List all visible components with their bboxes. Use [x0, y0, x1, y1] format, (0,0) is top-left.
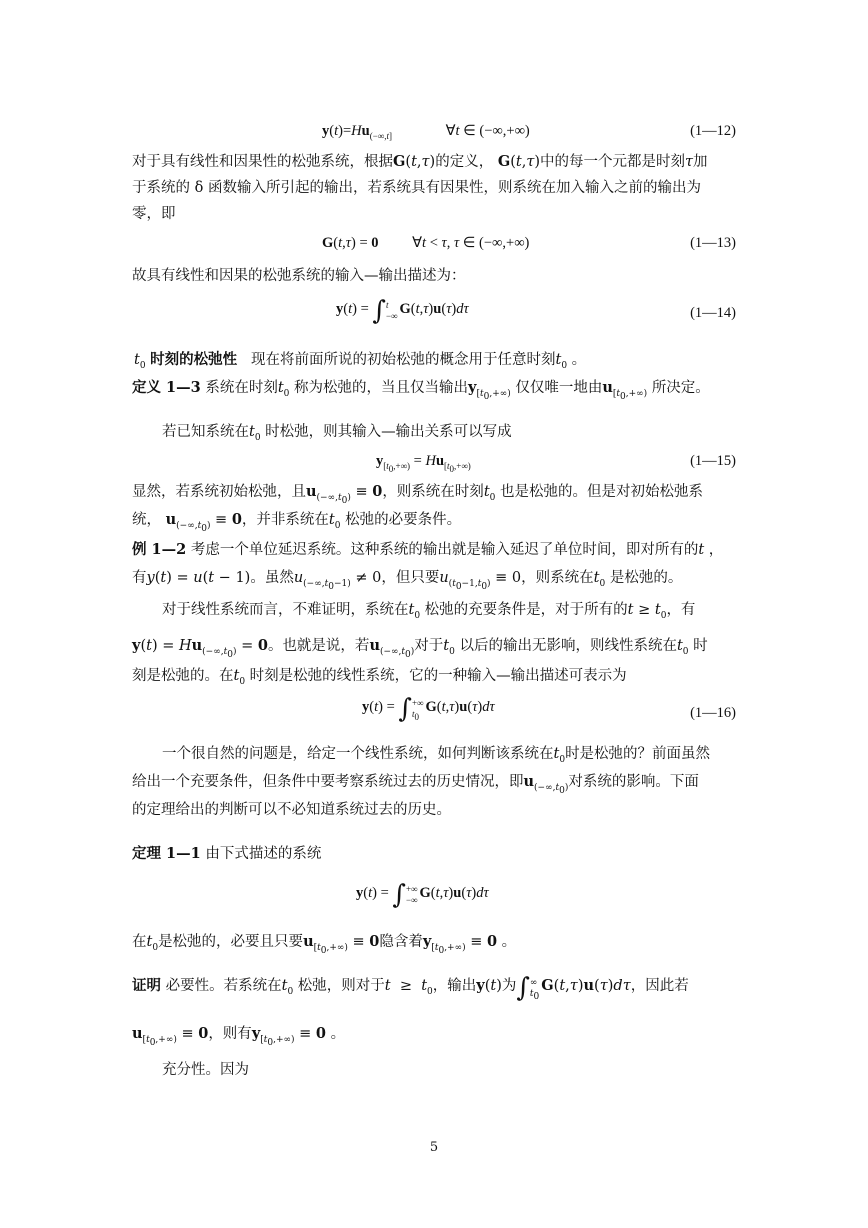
text: ，则有: [208, 1026, 252, 1042]
text: 必要性。若系统在: [165, 978, 282, 994]
text: 仅仅唯一地由: [515, 380, 603, 396]
text: 为: [501, 978, 517, 994]
paragraph-line: 刻是松弛的。在$t_0$ 时刻是松弛的线性系统，它的一种输入—输出描述可表示为: [132, 668, 627, 687]
text: 若已知系统在: [162, 424, 249, 440]
paragraph-line: 若已知系统在$t_0$ 时松弛，则其输入—输出关系可以写成: [162, 424, 512, 443]
text: 是松弛的。: [609, 570, 683, 586]
equation-number-1-13: (1—13): [690, 235, 736, 251]
text: 系统在时刻: [205, 380, 278, 396]
paragraph-line: 一个很自然的问题是，给定一个线性系统，如何判断该系统在$t_0$时是松弛的？前面虽然: [162, 746, 711, 765]
text: 称为松弛的，当且仅当输出: [294, 380, 469, 396]
proof-label: 证明: [132, 977, 161, 994]
text: 考虑一个单位延迟系统。这种系统的输出就是输入延迟了单位时间，即对所有的: [190, 542, 699, 558]
paragraph-line: 对于线性系统而言，不难证明，系统在$t_0$ 松弛的充要条件是，对于所有的$t \ge t_0$，有: [162, 602, 696, 621]
paragraph-line: 对于具有线性和因果性的松弛系统，根据G(t,τ)的定义， G(t,τ)中的每一个元都是时刻τ加: [132, 153, 708, 170]
equation-1-14: y(t) = ∫ t −∞ G(t,τ)u(τ)dτ: [336, 296, 469, 326]
theorem-label: 定理 1—1: [132, 845, 201, 862]
text: 给出一个充要条件，但条件中要考察系统过去的历史情况，即: [132, 774, 524, 790]
paragraph-line: 的定理给出的判断可以不必知道系统过去的历史。: [132, 802, 451, 818]
paragraph-line: 统， $u_{(-\infty,t_0)} \equiv 0$，并非系统在$t_0$ 松弛的必要条件。: [132, 511, 462, 534]
paragraph-line: $u_{[t_0,+\infty)} \equiv 0$，则有$y_{[t_0,+\infty)} \equiv 0$ 。: [132, 1025, 346, 1048]
text: 以后的输出无影响，则线性系统在: [459, 638, 677, 654]
equation-number-1-12: (1—12): [690, 123, 736, 139]
example: 例 1—2 考虑一个单位延迟系统。这种系统的输出就是输入延迟了单位时间，即对所有的t ，: [132, 541, 724, 558]
paragraph-line: 显然，若系统初始松弛，且$u_{(-\infty,t_0)} \equiv 0$，则系统在时刻$t_0$ 也是松弛的。但是对初始松弛系: [132, 483, 703, 506]
text: 对于线性系统而言，不难证明，系统在: [162, 602, 409, 618]
example-label: 例 1—2: [132, 541, 187, 558]
paragraph-line: 有y(t) = u(t − 1)。虽然$u_{(-\infty,t_0-1)} \ne 0$，但只要$u_{(t_0-1,t_0)} \equiv 0$，则系统在$t_0$ 是松弛的。: [132, 570, 683, 592]
text: ，并非系统在: [241, 512, 329, 528]
paragraph-line: 零，即: [132, 206, 176, 222]
text: ，则系统在: [521, 570, 594, 586]
definition-label: 定义 1—3: [132, 379, 201, 396]
text: 所决定。: [651, 380, 710, 396]
equation-1-15: $y_{[t_0,+\infty)} = Hu_{[t_0,+\infty)}$: [376, 453, 471, 474]
text: 时: [693, 638, 708, 654]
heading-bold: 时刻的松弛性: [150, 351, 238, 368]
text: 也是松弛的。但是对初始松弛系: [499, 484, 703, 500]
proof: 证明 必要性。若系统在$t_0$ 松弛，则对于$t \ge t_0$，输出y(t)为∫ ∞ $t_0$ G(t,τ)u(τ)dτ，因此若: [132, 973, 689, 1003]
text: ，则系统在时刻: [382, 484, 484, 500]
text: 时是松弛的？前面虽然: [565, 746, 711, 762]
text: 松弛的必要条件。: [345, 512, 462, 528]
text: ，因此若: [630, 978, 689, 994]
equation-number-1-15: (1—15): [690, 453, 736, 469]
equation-1-12: $y(t)=Hu_{(-\infty,t]}$ ∀t ∈ (−∞,+∞): [322, 123, 530, 141]
text: 加: [693, 154, 708, 170]
paragraph-line: 给出一个充要条件，但条件中要考察系统过去的历史情况，即$u_{(-\infty,t_0)}$对系统的影响。下面: [132, 773, 699, 796]
definition: 定义 1—3 系统在时刻$t_0$ 称为松弛的，当且仅当输出$y_{[t_0,+\infty)}$ 仅仅唯一地由$u_{[t_0,+\infty)}$ 所决定。: [132, 379, 710, 402]
paragraph-line: $y(t) = Hu_{(-\infty,t_0)} = 0$。也就是说，若$u_{(-\infty,t_0)}$对于$t_0$ 以后的输出无影响，则线性系统在$t_0$ 时: [132, 637, 708, 660]
text: 由下式描述的系统: [205, 846, 322, 862]
text: 时松弛，则其输入—输出关系可以写成: [265, 424, 512, 440]
text: ，有: [666, 602, 696, 618]
text: 对系统的影响。下面: [568, 774, 699, 790]
text: 统，: [132, 512, 161, 528]
paragraph-line: 故具有线性和因果的松弛系统的输入—输出描述为：: [132, 268, 466, 284]
text: ，输出: [432, 978, 477, 994]
text: 松弛，则对于: [297, 978, 385, 994]
text: 隐含着: [379, 934, 423, 950]
text: ，但只要: [381, 570, 440, 586]
paragraph-line: 充分性。因为: [162, 1062, 249, 1078]
text: 刻是松弛的。在: [132, 668, 234, 684]
text: 。也就是说，若: [267, 638, 370, 654]
theorem-equation: y(t) = ∫ +∞ −∞ G(t,τ)u(τ)dτ: [356, 880, 489, 910]
text: 。虽然: [250, 570, 294, 586]
text: 显然，若系统初始松弛，且: [132, 484, 306, 500]
text: 一个很自然的问题是，给定一个线性系统，如何判断该系统在: [162, 746, 554, 762]
text: 时刻是松弛的线性系统，它的一种输入—输出描述可表示为: [249, 668, 627, 684]
page-number: 5: [429, 1140, 439, 1155]
equation-number-1-16: (1—16): [690, 705, 736, 721]
paragraph-line: 在$t_0$是松弛的，必要且只要$u_{[t_0,+\infty)} \equiv 0$隐含着$y_{[t_0,+\infty)} \equiv 0$ 。: [132, 933, 517, 956]
text: 的定义，: [435, 154, 494, 170]
text: 现在将前面所说的初始松弛的概念用于任意时刻: [251, 352, 556, 368]
text: 对于: [414, 638, 444, 654]
text: 在: [132, 934, 147, 950]
text: 是松弛的，必要且只要: [158, 934, 304, 950]
paragraph-line: 于系统的 δ 函数输入所引起的输出，若系统具有因果性，则系统在加入输入之前的输出为: [132, 180, 701, 196]
text: 中的每一个元都是时刻: [540, 154, 686, 170]
text: 有: [132, 570, 147, 586]
text: 松弛的充要条件是，对于所有的: [424, 602, 628, 618]
section-heading: $t_0$ 时刻的松弛性 现在将前面所说的初始松弛的概念用于任意时刻$t_0$ 。: [134, 351, 587, 371]
theorem: [132, 844, 321, 864]
equation-1-13: G(t,τ) = 0 ∀t < τ, τ ∈ (−∞,+∞): [322, 235, 530, 251]
equation-number-1-14: (1—14): [690, 305, 736, 321]
equation-1-16: y(t) = ∫ +∞ $t_0$ G(t,τ)u(τ)dτ: [362, 694, 495, 724]
text: 对于具有线性和因果性的松弛系统，根据: [132, 154, 393, 170]
